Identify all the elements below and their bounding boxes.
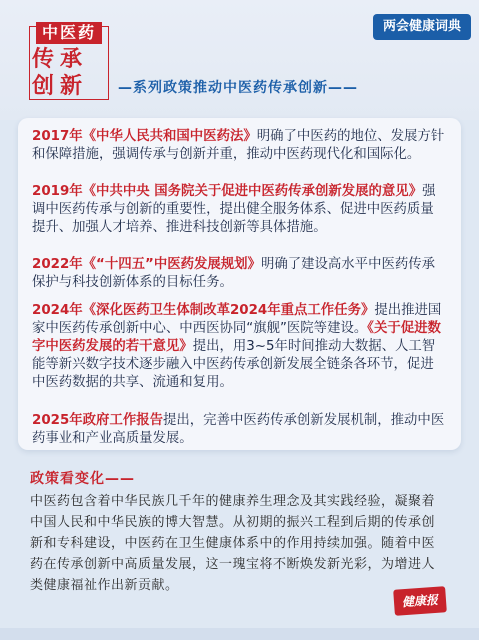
policy-text: 明确了建设高水平中医药传承保护与科技创新体系的目标任务。 [32, 257, 436, 290]
policy-item-2017 [32, 128, 446, 164]
publisher-stamp: 健康报 [393, 586, 447, 616]
policy-text: 提出推进国家中医药传承创新中心、中西医协同“旗舰”医院等建设。 [32, 303, 442, 336]
policy-text: 明确了中医药的地位、发展方针和保障措施，强调传承与创新并重，推动中医药现代化和国际化。 [32, 129, 445, 162]
logo-text [32, 46, 112, 102]
logo [26, 22, 112, 102]
policy-title: 2025年政府工作报告 [32, 413, 164, 428]
policy-title: 2024年《深化医药卫生体制改革2024年重点工作任务》 [32, 303, 375, 318]
policy-title: 2019年《中共中央 国务院关于促进中医药传承创新发展的意见》 [32, 184, 423, 199]
policy-text-secondary: 提出，用3~5年时间推动大数据、人工智能等新兴数字技术逐步融入中医药传承创新发展全链条各环节，促进中医药数据的共享、流通和复用。 [32, 339, 436, 390]
policy-item-2022 [32, 256, 446, 292]
summary-paragraph: 中医药包含着中华民族几千年的健康养生理念及其实践经验，凝聚着中国人民和中华民族的博大智慧。从初期的振兴工程到后期的传承创新和专科建设，中医药在卫生健康体系中的作用持续加强。随着中医药在传承创新中高质量发展，这一瑰宝将不断焕发新光彩，为增进人类健康福祉作出新贡献。 [30, 494, 436, 593]
policy-item-2024 [32, 302, 446, 392]
policy-title: 2017年《中华人民共和国中医药法》 [32, 129, 257, 144]
logo-line-1: 中医药 [36, 22, 102, 44]
column-badge: 两会健康词典 [373, 14, 471, 40]
logo-line-2: 传承 [32, 46, 89, 72]
policy-title: 2022年《“十四五”中医药发展规划》 [32, 257, 261, 272]
policy-title-secondary: 《关于促进数字中医药发展的若干意见》 [32, 321, 441, 354]
policy-text: 强调中医药传承与创新的重要性，提出健全服务体系、促进中医药质量提升、加强人才培养、推进科技创新等具体措施。 [32, 184, 436, 235]
logo-line-3: 创新 [32, 73, 89, 99]
policy-text: 提出，完善中医药传承创新发展机制，推动中医药事业和产业高质量发展。 [32, 413, 445, 446]
footer-band [0, 628, 479, 640]
policy-item-2025 [32, 412, 446, 448]
section-title: 政策看变化—— [30, 471, 135, 487]
policy-item-2019 [32, 183, 446, 237]
page-subtitle: —系列政策推动中医药传承创新—— [118, 80, 358, 96]
